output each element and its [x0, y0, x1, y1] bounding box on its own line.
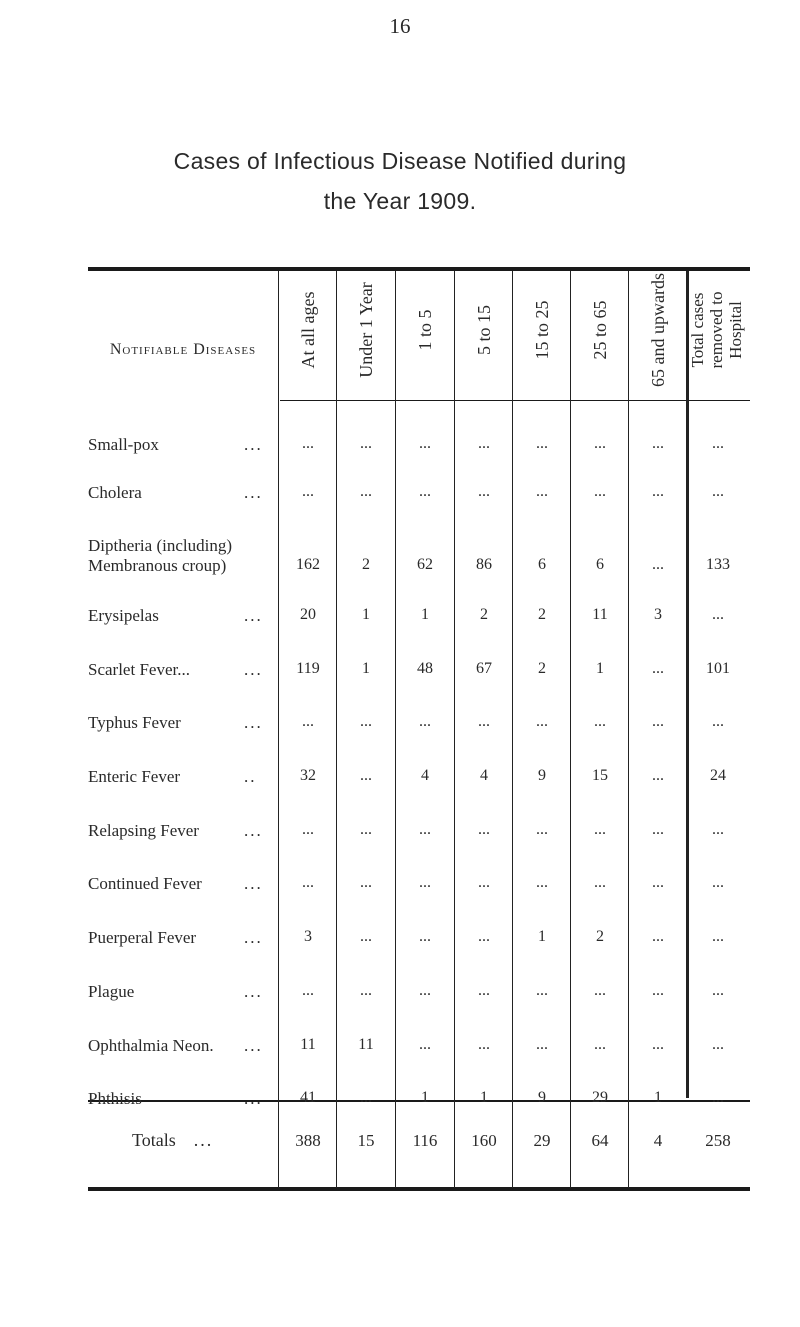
table-cell: ... — [536, 874, 548, 891]
totals-cell: 160 — [471, 1131, 497, 1150]
table-cell: ... — [536, 982, 548, 999]
row-label — [88, 483, 263, 503]
row-label-text: Scarlet Fever... — [88, 660, 190, 679]
table-cell: 3 — [304, 928, 312, 945]
column-header-line: Hospital — [726, 301, 745, 359]
table-cell: ... — [652, 874, 664, 891]
table-cell: ... — [419, 821, 431, 838]
table-cell: 11 — [592, 606, 608, 623]
row-header-label: Notifiable Diseases — [109, 341, 257, 358]
totals-cell: 116 — [412, 1131, 438, 1150]
row-label-text: Erysipelas — [88, 606, 159, 625]
table-cell: 1 — [654, 1089, 662, 1106]
table-cell: ... — [536, 483, 548, 500]
table-cell: ... — [360, 1089, 372, 1106]
row-label-text: Small-pox — [88, 435, 159, 454]
table-cell: ... — [536, 821, 548, 838]
row-label — [88, 1036, 263, 1056]
table-cell: 162 — [296, 556, 320, 573]
table-cell: 2 — [596, 928, 604, 945]
table-cell: ... — [712, 713, 724, 730]
title-line-1: Cases of Infectious Disease Notified during — [173, 148, 627, 174]
table-cell: 9 — [538, 767, 546, 784]
table-cell: ... — [594, 435, 606, 452]
table-cell: ... — [419, 435, 431, 452]
table-cell: 1 — [421, 606, 429, 623]
row-label — [88, 606, 263, 626]
table-cell: ... — [360, 435, 372, 452]
table-cell: ... — [478, 821, 490, 838]
row-label-text: Ophthalmia Neon. — [88, 1036, 214, 1055]
table-cell: ... — [360, 874, 372, 891]
table-cell: ... — [360, 821, 372, 838]
table-cell: 1 — [362, 660, 370, 677]
table-cell: 1 — [362, 606, 370, 623]
table-cell: 6 — [596, 556, 604, 573]
table-cell: 41 — [300, 1089, 316, 1106]
table-cell: ... — [302, 713, 314, 730]
row-label-line: Diptheria (including) — [88, 536, 232, 555]
table-cell: ... — [652, 928, 664, 945]
row-label — [88, 874, 263, 894]
table-cell: ... — [360, 928, 372, 945]
table-cell: ... — [302, 874, 314, 891]
table-cell: 133 — [706, 556, 730, 573]
table-cell: 67 — [476, 660, 492, 677]
table-cell: ... — [594, 1036, 606, 1053]
table-cell: 1 — [421, 1089, 429, 1106]
table-cell: ... — [652, 982, 664, 999]
table-cell: 62 — [417, 556, 433, 573]
table-cell: 1 — [596, 660, 604, 677]
table-cell: 2 — [362, 556, 370, 573]
table-cell: ... — [302, 483, 314, 500]
row-label-text: Relapsing Fever — [88, 821, 199, 840]
table-cell: 32 — [300, 767, 316, 784]
table-cell: ... — [536, 435, 548, 452]
table-cell: ... — [302, 821, 314, 838]
totals-label — [132, 1130, 213, 1151]
table-cell: ... — [712, 435, 724, 452]
totals-cell: 258 — [705, 1131, 731, 1150]
table-cell: ... — [594, 874, 606, 891]
column-header-line: removed to — [707, 291, 726, 369]
row-label-leader: ... — [244, 821, 263, 840]
table-cell: 4 — [480, 767, 488, 784]
row-label — [88, 767, 257, 787]
table-cell: 20 — [300, 606, 316, 623]
table-cell: ... — [712, 1036, 724, 1053]
table-cell: 15 — [592, 767, 608, 784]
table-cell: ... — [652, 767, 664, 784]
table-cell: ... — [712, 606, 724, 623]
table-cell: ... — [302, 982, 314, 999]
column-header: 1 to 5 — [415, 309, 435, 351]
table-cell: ... — [594, 713, 606, 730]
table-cell: ... — [419, 1036, 431, 1053]
table-cell: ... — [478, 713, 490, 730]
table-cell: ... — [652, 435, 664, 452]
table-cell: ... — [478, 1036, 490, 1053]
column-header: 15 to 25 — [532, 300, 552, 360]
table-cell: 86 — [476, 556, 492, 573]
table-cell: ... — [594, 821, 606, 838]
row-label-leader: ... — [244, 483, 263, 502]
row-label — [88, 821, 263, 841]
row-label — [88, 713, 263, 733]
row-label-text: Typhus Fever — [88, 713, 181, 732]
table-cell: 1 — [538, 928, 546, 945]
table-cell: ... — [712, 874, 724, 891]
row-label-text: Enteric Fever — [88, 767, 181, 786]
table-cell: 2 — [480, 606, 488, 623]
table-cell: 1 — [480, 1089, 488, 1106]
title-line-2: the Year 1909. — [323, 188, 477, 214]
table-cell: ... — [536, 713, 548, 730]
table-cell: ... — [419, 483, 431, 500]
table-cell: ... — [478, 874, 490, 891]
table-cell: ... — [360, 483, 372, 500]
table-cell: 11 — [300, 1036, 316, 1053]
totals-cell: 4 — [653, 1131, 663, 1150]
table-cell: ... — [360, 982, 372, 999]
row-label-leader: ... — [244, 1089, 263, 1108]
column-header: 25 to 65 — [590, 300, 610, 360]
table-cell: ... — [712, 928, 724, 945]
row-label — [88, 928, 263, 948]
totals-label-text: Totals — [132, 1130, 176, 1150]
column-header-line: Total cases — [688, 292, 707, 368]
table-cell: ... — [652, 1036, 664, 1053]
table-cell: ... — [419, 982, 431, 999]
table-cell: 101 — [706, 660, 730, 677]
table-cell: ... — [478, 982, 490, 999]
table-cell: ... — [712, 483, 724, 500]
row-label — [88, 660, 263, 680]
table-cell: ... — [652, 713, 664, 730]
totals-cell: 388 — [295, 1131, 321, 1150]
row-label-text: Continued Fever — [88, 874, 202, 893]
row-label — [88, 435, 263, 455]
table-cell: ... — [652, 556, 664, 573]
column-header: At all ages — [298, 291, 318, 369]
row-label-leader: ... — [244, 874, 263, 893]
totals-cell: 15 — [357, 1131, 375, 1150]
column-header: Under 1 Year — [356, 282, 376, 378]
row-label-text: Puerperal Fever — [88, 928, 197, 947]
table-cell: 119 — [296, 660, 320, 677]
page-number: 16 — [389, 14, 411, 38]
row-label-leader: .. — [244, 767, 257, 786]
table-cell: ... — [478, 483, 490, 500]
table-cell: ... — [594, 483, 606, 500]
table-cell: ... — [360, 767, 372, 784]
table-cell: ... — [302, 435, 314, 452]
totals-label-leader: ... — [193, 1130, 214, 1150]
table-cell: 9 — [538, 1089, 546, 1106]
table-cell: ... — [594, 982, 606, 999]
row-label-leader: ... — [244, 928, 263, 947]
table-cell: 24 — [710, 767, 726, 784]
table-cell: ... — [652, 660, 664, 677]
table-cell: 3 — [654, 606, 662, 623]
table-cell: ... — [712, 1089, 724, 1106]
totals-cell: 64 — [591, 1131, 609, 1150]
row-label-leader: ... — [244, 660, 263, 679]
table-cell: ... — [419, 928, 431, 945]
table-cell: ... — [652, 483, 664, 500]
column-header: 5 to 15 — [474, 305, 494, 356]
table-cell: ... — [652, 821, 664, 838]
table-cell: ... — [536, 1036, 548, 1053]
table-bottom-rule — [88, 1187, 750, 1191]
table-cell: ... — [478, 435, 490, 452]
table-cell: ... — [712, 821, 724, 838]
table-cell: ... — [360, 713, 372, 730]
row-label-text: Plague — [88, 982, 135, 1001]
table-cell: 2 — [538, 660, 546, 677]
table-cell: 48 — [417, 660, 433, 677]
column-header: 65 and upwards — [648, 273, 668, 387]
table-header-rule — [280, 400, 750, 401]
row-label-line: Membranous croup) — [88, 556, 227, 575]
table-cell: 6 — [538, 556, 546, 573]
row-label — [88, 982, 263, 1002]
table-cell: 29 — [592, 1089, 608, 1106]
table-cell: 4 — [421, 767, 429, 784]
table-cell: ... — [419, 713, 431, 730]
totals-cell: 29 — [533, 1131, 551, 1150]
row-label-leader: ... — [244, 606, 263, 625]
row-label-leader: ... — [244, 713, 263, 732]
row-label-text: Phthisis — [88, 1089, 142, 1108]
row-label-leader: ... — [244, 1036, 263, 1055]
row-label-leader: ... — [244, 982, 263, 1001]
row-label — [88, 1089, 263, 1109]
row-label-text: Cholera — [88, 483, 142, 502]
row-label — [88, 536, 232, 576]
row-label-leader: ... — [244, 435, 263, 454]
table-cell: ... — [478, 928, 490, 945]
table-cell: ... — [419, 874, 431, 891]
table-cell: 2 — [538, 606, 546, 623]
table-cell: ... — [712, 982, 724, 999]
table-cell: 11 — [358, 1036, 374, 1053]
column-header-total-removed — [688, 260, 748, 400]
